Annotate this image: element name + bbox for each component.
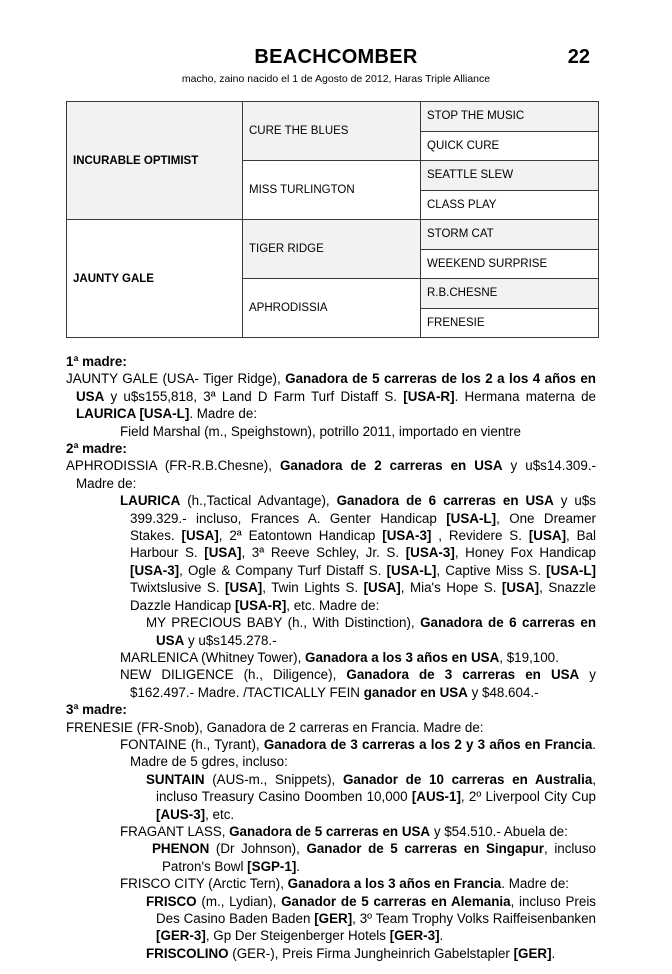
second-dam-paragraph: APHRODISSIA (FR-R.B.Chesne), Ganadora de 2 carreras en USA y u$s14.309.- Madre de: [66,458,596,491]
friscolino-entry: FRISCOLINO (GER-), Preis Firma Jungheinrich Gabelstapler [GER]. [146,945,556,961]
second-dam-heading: 2ª madre: [66,441,127,457]
new-diligence-entry: NEW DILIGENCE (h., Diligence), Ganadora de 3 carreras en USA y $162.497.- Madre. /TACTICALLY FEIN ganador en USA y $48.604.- [120,667,597,700]
fontaine-entry: FONTAINE (h., Tyrant), Ganadora de 3 carreras a los 2 y 3 años en Francia. Madre de 5 gdres, incluso: [120,736,597,770]
frisco-entry: FRISCO (m., Lydian), Ganador de 5 carreras en Alemania, incluso Preis Des Casino Baden Baden [GER], 3º Team Trophy Volks Raiffeisenbanken [GER-3], Gp Der Steigenberger Hotels [GER-3]. [146,893,596,944]
pedigree-g3-cell: R.B.CHESNE [421,279,599,309]
pedigree-g3-cell: SEATTLE SLEW [421,161,599,191]
laurica-entry: LAURICA (h.,Tactical Advantage), Ganadora de 6 carreras en USA y u$s 399.329.- incluso, Frances A. Genter Handicap [USA-L], One Dreamer Stakes. [USA], 2ª Eatontown Handicap [USA-3] , Revidere S. [USA], Bal Harbour S. [USA], 3ª Reeve Schley, Jr. S. [USA-3], Honey Fox Handicap [USA-3], Ogle & Company Turf Distaff S. [USA-L], Captive Miss S. [USA-L] Twixtslusive S. [USA], Twin Lights S. [USA], Mia's Hope S. [USA], Snazzle Dazzle Handicap [USA-R], etc. Madre de: [120,493,596,613]
frisco-city-entry: FRISCO CITY (Arctic Tern), Ganadora a los 3 años en Francia. Madre de: [120,876,569,892]
pedigree-sire: INCURABLE OPTIMIST [67,102,243,220]
pedigree-g3-cell: CLASS PLAY [421,190,599,220]
first-dam-heading: 1ª madre: [66,354,127,369]
pedigree-dam: JAUNTY GALE [67,220,243,338]
family-text [66,353,596,962]
pedigree-dam-sire: TIGER RIDGE [243,220,421,279]
horse-name: BEACHCOMBER [254,46,418,68]
pedigree-sire-sire: CURE THE BLUES [243,102,421,161]
pedigree-table [66,101,599,338]
pedigree-g3-cell: FRENESIE [421,308,599,338]
fragant-lass-entry: FRAGANT LASS, Ganadora de 5 carreras en USA y $54.510.- Abuela de: [120,823,568,839]
phenon-entry: PHENON (Dr Johnson), Ganador de 5 carreras en Singapur, incluso Patron's Bowl [SGP-1]. [152,841,596,874]
first-dam-offspring: Field Marshal (m., Speighstown), potrillo 2011, importado en vientre [120,423,521,439]
pedigree-g3-cell: STORM CAT [421,220,599,250]
pedigree-g3-cell: QUICK CURE [421,131,599,161]
third-dam-heading: 3ª madre: [66,702,127,718]
pedigree-g3-cell: STOP THE MUSIC [421,102,599,132]
subtitle: macho, zaino nacido el 1 de Agosto de 2012, Haras Triple Alliance [181,73,491,85]
suntain-entry: SUNTAIN (AUS-m., Snippets), Ganador de 10 carreras en Australia, incluso Treasury Casino Doomben 10,000 [AUS-1], 2º Liverpool City Cup [AUS-3], etc. [146,771,597,822]
pedigree-sire-dam: MISS TURLINGTON [243,161,421,220]
marlenica-entry: MARLENICA (Whitney Tower), Ganadora a los 3 años en USA, $19,100. [120,649,559,665]
page-number: 22 [567,46,590,68]
pedigree-g3-cell: WEEKEND SURPRISE [421,249,599,279]
my-precious-baby-entry: MY PRECIOUS BABY (h., With Distinction), Ganadora de 6 carreras en USA y u$s145.278.- [146,615,596,648]
pedigree-dam-dam: APHRODISSIA [243,279,421,338]
first-dam-paragraph: JAUNTY GALE (USA- Tiger Ridge), Ganadora de 5 carreras de los 2 a los 4 años en USA y u$s155,818, 3ª Land D Farm Turf Distaff S. [USA-R]. Hermana materna de LAURICA [USA-L]. Madre de: [66,371,596,422]
third-dam-paragraph: FRENESIE (FR-Snob), Ganadora de 2 carreras en Francia. Madre de: [66,719,484,735]
